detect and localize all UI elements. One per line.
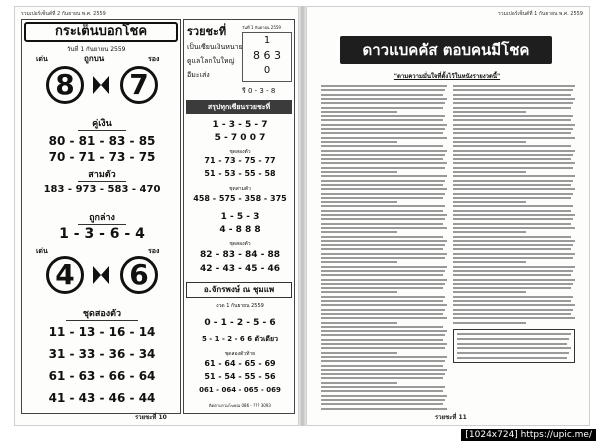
article-text-line bbox=[453, 141, 526, 143]
two-row: 61 - 63 - 66 - 64 bbox=[48, 369, 156, 383]
article-text-line bbox=[453, 317, 575, 319]
article-text-line bbox=[453, 218, 573, 220]
two-row: 31 - 33 - 36 - 34 bbox=[48, 347, 156, 361]
article-text-line bbox=[321, 347, 445, 349]
article-text-line bbox=[457, 347, 571, 349]
middle-title: รวยชะที่ bbox=[187, 25, 227, 38]
article-subtitle: "ตามความมั่นใจที่ตั้งไว้ในหนังรายงวดนี้" bbox=[393, 73, 501, 80]
article-text-line bbox=[321, 309, 445, 311]
article-text-line bbox=[321, 236, 443, 238]
contact-line: ติดตามรวมโฆษณ 086 - ??? 3093 bbox=[209, 403, 271, 408]
article-text-line bbox=[453, 248, 571, 250]
pairs-row: 70 - 71 - 73 - 75 bbox=[48, 150, 156, 164]
left-header: รวมเปอร์เซ็นต์ที่ 2 กันยายน พ.ศ. 2559 bbox=[21, 11, 106, 17]
article-text-line bbox=[321, 171, 397, 173]
article-text-line bbox=[321, 197, 443, 199]
article-text-line bbox=[321, 343, 447, 345]
article-text-line bbox=[453, 244, 573, 246]
article-text-line bbox=[453, 175, 575, 177]
article-text-line bbox=[321, 98, 447, 100]
article-text-line bbox=[453, 193, 573, 195]
article-text-line bbox=[453, 300, 571, 302]
article-text-line bbox=[321, 218, 445, 220]
num-row: 82 - 83 - 84 - 88 bbox=[199, 250, 281, 260]
num-row: 61 - 64 - 65 - 69 bbox=[204, 359, 276, 368]
section-title: สรุปทุกเซียนรวยชะที่ bbox=[186, 100, 292, 114]
article-text-line bbox=[453, 180, 573, 182]
article-text-line bbox=[321, 403, 443, 405]
article-text-line bbox=[453, 227, 575, 229]
article-text-line bbox=[321, 107, 443, 109]
bottom-main-digit: 4 bbox=[46, 256, 84, 294]
article-text-line bbox=[321, 223, 443, 225]
article-text-line bbox=[453, 197, 571, 199]
article-text-line bbox=[321, 205, 445, 207]
article-text-line bbox=[453, 287, 571, 289]
article-text-line bbox=[457, 352, 569, 354]
article-text-line bbox=[321, 326, 443, 328]
article-text-line bbox=[457, 343, 567, 345]
article-text-line bbox=[453, 313, 571, 315]
article-text-line bbox=[453, 291, 526, 293]
article-text-line bbox=[321, 154, 445, 156]
right-header: รวมเปอร์เซ็นต์ที่ 1 กันยายน พ.ศ. 2559 bbox=[498, 11, 583, 17]
article-text-line bbox=[453, 279, 575, 281]
article-text-line bbox=[453, 102, 573, 104]
article-text-line bbox=[321, 162, 447, 164]
lead-label: เด่น bbox=[36, 55, 48, 63]
sub-label: ชุดสองตัว bbox=[229, 149, 251, 155]
article-text-line bbox=[453, 137, 575, 139]
article-text-line bbox=[453, 150, 575, 152]
article-text-line bbox=[321, 266, 447, 268]
section-title: อ.จักรพงษ์ ณ ชุมแพ bbox=[186, 282, 292, 298]
up-digits: 1 - 3 - 5 - 7 bbox=[212, 120, 268, 130]
article-text-line bbox=[321, 261, 397, 263]
article-text-line bbox=[321, 102, 445, 104]
article-text-line bbox=[453, 154, 573, 156]
runner-label: รอง bbox=[148, 247, 160, 255]
article-text-line bbox=[453, 85, 575, 87]
grid-top: 1 bbox=[263, 35, 271, 46]
article-text-line bbox=[321, 124, 447, 126]
article-text-line bbox=[321, 257, 445, 259]
article-text-line bbox=[321, 382, 397, 384]
article-text-line bbox=[321, 360, 445, 362]
article-text-line bbox=[321, 395, 447, 397]
book-spine bbox=[299, 6, 306, 426]
article-text-line bbox=[321, 390, 443, 392]
right-page bbox=[306, 6, 590, 426]
article-text-line bbox=[321, 322, 397, 324]
num-row: 51 - 54 - 55 - 56 bbox=[204, 372, 276, 381]
bottom-label: ถูกล่าง bbox=[78, 210, 126, 225]
article-text-line bbox=[321, 137, 447, 139]
article-text-line bbox=[321, 244, 445, 246]
banner-title: ดาวแบคคัส ตอบคนมีโชค bbox=[340, 36, 552, 64]
article-text-line bbox=[321, 128, 445, 130]
article-text-line bbox=[321, 253, 447, 255]
bottom-digits: 1 - 3 - 6 - 4 bbox=[59, 226, 145, 242]
article-text-line bbox=[321, 175, 447, 177]
article-text-line bbox=[321, 373, 445, 375]
article-text-line bbox=[453, 111, 526, 113]
article-text-line bbox=[321, 141, 397, 143]
article-text-line bbox=[453, 296, 573, 298]
middle-row: ดูแลโลกใบใหญ่ bbox=[187, 57, 235, 65]
top-main-digit: 8 bbox=[46, 66, 84, 104]
article-text-line bbox=[453, 210, 571, 212]
article-text-line bbox=[453, 119, 571, 121]
article-text-line bbox=[321, 240, 447, 242]
pairs-row: 80 - 81 - 83 - 85 bbox=[48, 134, 156, 148]
article-text-line bbox=[321, 231, 397, 233]
number-grid bbox=[242, 32, 292, 82]
article-text-line bbox=[321, 352, 397, 354]
article-text-line bbox=[453, 261, 526, 263]
article-text-line bbox=[453, 322, 526, 324]
article-text-line bbox=[321, 150, 447, 152]
section-date: งวด 1 กันยายน 2559 bbox=[216, 303, 264, 309]
article-text-line bbox=[321, 227, 447, 229]
article-text-line bbox=[321, 283, 445, 285]
top-label: ถูกบน bbox=[84, 54, 105, 63]
watermark-text: [1024x724] https://upic.me/ bbox=[461, 429, 596, 441]
num-row: 42 - 43 - 45 - 46 bbox=[199, 264, 281, 274]
article-text-line bbox=[321, 119, 443, 121]
article-text-line bbox=[453, 128, 573, 130]
num-row: 71 - 73 - 75 - 77 bbox=[204, 156, 276, 165]
article-text-line bbox=[321, 300, 443, 302]
article-text-line bbox=[453, 124, 575, 126]
middle-row: เป็นเซียนเงินหนาย bbox=[187, 43, 243, 51]
article-text-line bbox=[321, 399, 445, 401]
grid-bot: 0 bbox=[263, 65, 271, 76]
article-text-line bbox=[321, 270, 445, 272]
grid-date: วันที่ 1 กันยายน 2559 bbox=[242, 25, 281, 30]
bowtie-icon bbox=[93, 266, 109, 284]
article-text-line bbox=[321, 365, 443, 367]
article-text-line bbox=[321, 356, 447, 358]
article-text-line bbox=[453, 158, 571, 160]
article-text-line bbox=[453, 145, 571, 147]
article-text-line bbox=[321, 408, 447, 410]
lead-label: เด่น bbox=[36, 247, 48, 255]
grid-extra: รี 0 - 3 - 8 bbox=[242, 87, 276, 95]
article-text-line bbox=[453, 94, 571, 96]
article-text-line bbox=[321, 184, 443, 186]
article-text-line bbox=[453, 115, 573, 117]
article-text-line bbox=[453, 236, 571, 238]
sub-label: ชุดสองตัวท้าย bbox=[224, 351, 256, 357]
article-text-line bbox=[321, 132, 443, 134]
article-text-line bbox=[321, 167, 445, 169]
article-text-line bbox=[321, 115, 445, 117]
article-text-line bbox=[453, 223, 571, 225]
article-text-line bbox=[321, 201, 397, 203]
bottom-second-digit: 6 bbox=[120, 256, 158, 294]
article-text-line bbox=[453, 231, 526, 233]
article-text-line bbox=[453, 270, 573, 272]
num-row: 51 - 53 - 55 - 58 bbox=[204, 169, 276, 178]
article-text-line bbox=[321, 377, 443, 379]
article-text-line bbox=[321, 145, 443, 147]
two-row: 41 - 43 - 46 - 44 bbox=[48, 391, 156, 405]
side-row: 1 - 5 - 3 bbox=[220, 212, 260, 222]
article-text-line bbox=[321, 188, 447, 190]
article-text-line bbox=[453, 253, 575, 255]
left-page bbox=[14, 6, 299, 426]
down-digits: 5 - 7 0 0 7 bbox=[214, 133, 266, 143]
top-second-digit: 7 bbox=[120, 66, 158, 104]
pairs-label: คู่เงิน bbox=[78, 116, 126, 131]
middle-column bbox=[183, 19, 295, 414]
column-date: วันที่ 1 กันยายน 2559 bbox=[67, 46, 126, 53]
article-text-line bbox=[457, 338, 569, 340]
three-label: สามตัว bbox=[78, 167, 126, 182]
article-text-line bbox=[321, 386, 445, 388]
column-title: กระเต็นบอกโชค bbox=[24, 22, 178, 42]
article-text-line bbox=[453, 240, 575, 242]
two-row: 11 - 13 - 16 - 14 bbox=[48, 325, 156, 339]
article-text-line bbox=[453, 257, 573, 259]
article-text-line bbox=[453, 167, 573, 169]
article-text-line bbox=[321, 274, 443, 276]
article-text-line bbox=[321, 369, 447, 371]
article-text-line bbox=[321, 279, 447, 281]
article-text-line bbox=[453, 214, 575, 216]
article-text-line bbox=[321, 296, 445, 298]
article-text-line bbox=[457, 333, 571, 335]
article-text-line bbox=[321, 317, 447, 319]
middle-row: อีมะเส่ง bbox=[187, 71, 210, 79]
article-text-line bbox=[321, 89, 445, 91]
left-column bbox=[21, 19, 181, 414]
grid-mid: 8 6 3 bbox=[253, 49, 281, 62]
article-text-line bbox=[321, 193, 445, 195]
article-text-line bbox=[321, 313, 443, 315]
article-text-line bbox=[321, 180, 445, 182]
article-text-line bbox=[321, 158, 443, 160]
article-text-line bbox=[453, 201, 526, 203]
article-text-line bbox=[321, 330, 447, 332]
article-text-line bbox=[453, 89, 573, 91]
side-row: 4 - 8 8 8 bbox=[219, 225, 261, 235]
article-text-line bbox=[453, 171, 526, 173]
article-text-line bbox=[453, 184, 571, 186]
article-text-line bbox=[453, 205, 573, 207]
left-footer: รวยชะที่ 10 bbox=[135, 414, 167, 421]
article-text-line bbox=[453, 98, 575, 100]
tail-row: 5 - 1 - 2 - 6 6 ตัวเดียว bbox=[201, 335, 278, 343]
article-text-line bbox=[321, 248, 443, 250]
num-row: 061 - 064 - 065 - 069 bbox=[199, 386, 281, 394]
article-text-line bbox=[453, 162, 575, 164]
article-text-line bbox=[321, 111, 397, 113]
tail-row: 0 - 1 - 2 - 5 - 6 bbox=[204, 318, 276, 328]
article-text-line bbox=[321, 94, 443, 96]
right-footer: รวยชะที่ 11 bbox=[435, 414, 467, 421]
article-text-line bbox=[453, 283, 573, 285]
num-row: 458 - 575 - 358 - 375 bbox=[193, 194, 287, 203]
article-text-line bbox=[457, 357, 567, 359]
sub-label: ชุดสองตัว bbox=[229, 241, 251, 247]
article-text-line bbox=[321, 210, 443, 212]
article-text-line bbox=[321, 287, 443, 289]
article-text-line bbox=[321, 85, 447, 87]
article-text-line bbox=[321, 214, 447, 216]
article-text-line bbox=[453, 266, 575, 268]
bowtie-icon bbox=[93, 76, 109, 94]
article-text-line bbox=[321, 291, 397, 293]
article-text-line bbox=[453, 309, 573, 311]
article-text-line bbox=[453, 188, 575, 190]
two-label: ชุดสองตัว bbox=[66, 306, 138, 321]
article-text-line bbox=[321, 334, 445, 336]
sub-label: ชุดสามตัว bbox=[229, 186, 251, 192]
article-text-line bbox=[321, 304, 447, 306]
article-text-line bbox=[453, 274, 571, 276]
runner-label: รอง bbox=[148, 55, 160, 63]
article-text-line bbox=[453, 304, 575, 306]
three-row: 183 - 973 - 583 - 470 bbox=[43, 184, 161, 195]
article-text-line bbox=[453, 107, 571, 109]
article-text-line bbox=[321, 339, 443, 341]
article-text-line bbox=[453, 132, 571, 134]
